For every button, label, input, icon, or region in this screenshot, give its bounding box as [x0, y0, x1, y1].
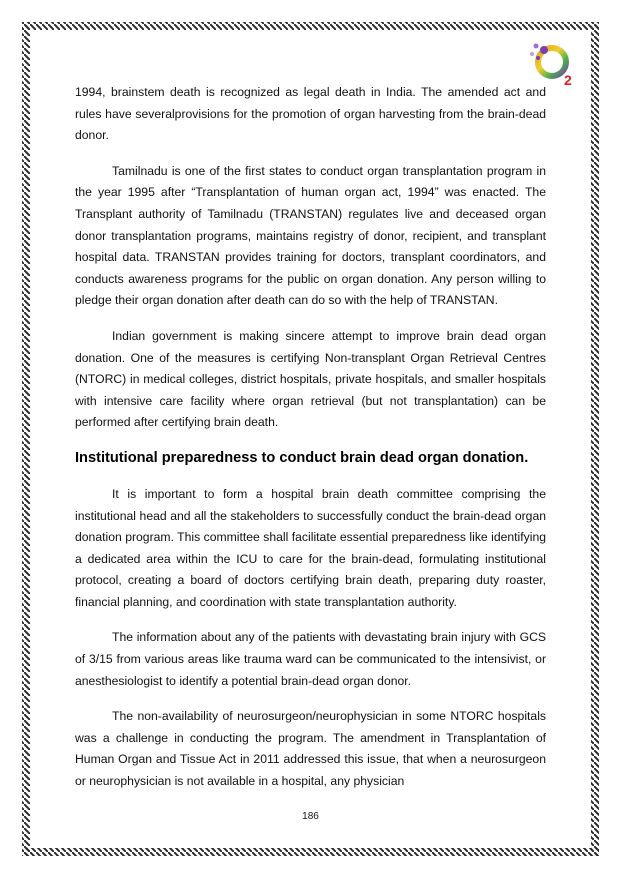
section-heading: Institutional preparedness to conduct brain dead organ donation. — [75, 449, 529, 466]
paragraph: It is important to form a hospital brain death committee comprising the institutional head and all the stakeholders to successfully conduct the brain-dead organ donation program. This committee shall facilitate essential preparedness like identifying a dedicated area within the ICU to care for the brain-dead, formulating institutional protocol, creating a board of doctors certifying brain death, preparing duty roaster, financial planning, and coordination with state transplantation authority. — [75, 486, 546, 609]
logo-subscript: 2 — [564, 72, 572, 88]
page-number: 186 — [302, 811, 319, 822]
page-content — [75, 82, 546, 807]
paragraph: 1994, brainstem death is recognized as legal death in India. The amended act and rules have severalprovisions for the promotion of organ harvesting from the brain-dead donor. — [75, 85, 546, 143]
paragraph: The non-availability of neurosurgeon/neurophysician in some NTORC hospitals was a challenge in conducting the program. The amendment in Transplantation of Human Organ and Tissue Act in 2011 addressed this issue, that when a neurosurgeon or neurophysician is not available in a hospital, any physician — [75, 709, 546, 789]
paragraph: The information about any of the patients with devastating brain injury with GCS of 3/15 from various areas like trauma ward can be communicated to the intensivist, or anesthesiologist to identify a potential brain-dead organ donor. — [75, 630, 546, 688]
paragraph: Indian government is making sincere attempt to improve brain dead organ donation. One of the measures is certifying Non-transplant Organ Retrieval Centres (NTORC) in medical colleges, district hospitals, private hospitals, and smaller hospitals with intensive care facility where organ retrieval (but not transplantation) can be performed after certifying brain death. — [75, 328, 546, 430]
paragraph: Tamilnadu is one of the first states to conduct organ transplantation program in the year 1995 after “Transplantation of human organ act, 1994” was enacted. The Transplant authority of Tamilnadu (TRANSTAN) regulates live and deceased organ donor transplantation programs, maintains registry of donor, recipient, and transplant hospital data. TRANSTAN provides training for doctors, transplant coordinators, and conducts awareness programs for the public on organ donation. Any person willing to pledge their organ donation after death can do so with the help of TRANSTAN. — [75, 163, 546, 308]
